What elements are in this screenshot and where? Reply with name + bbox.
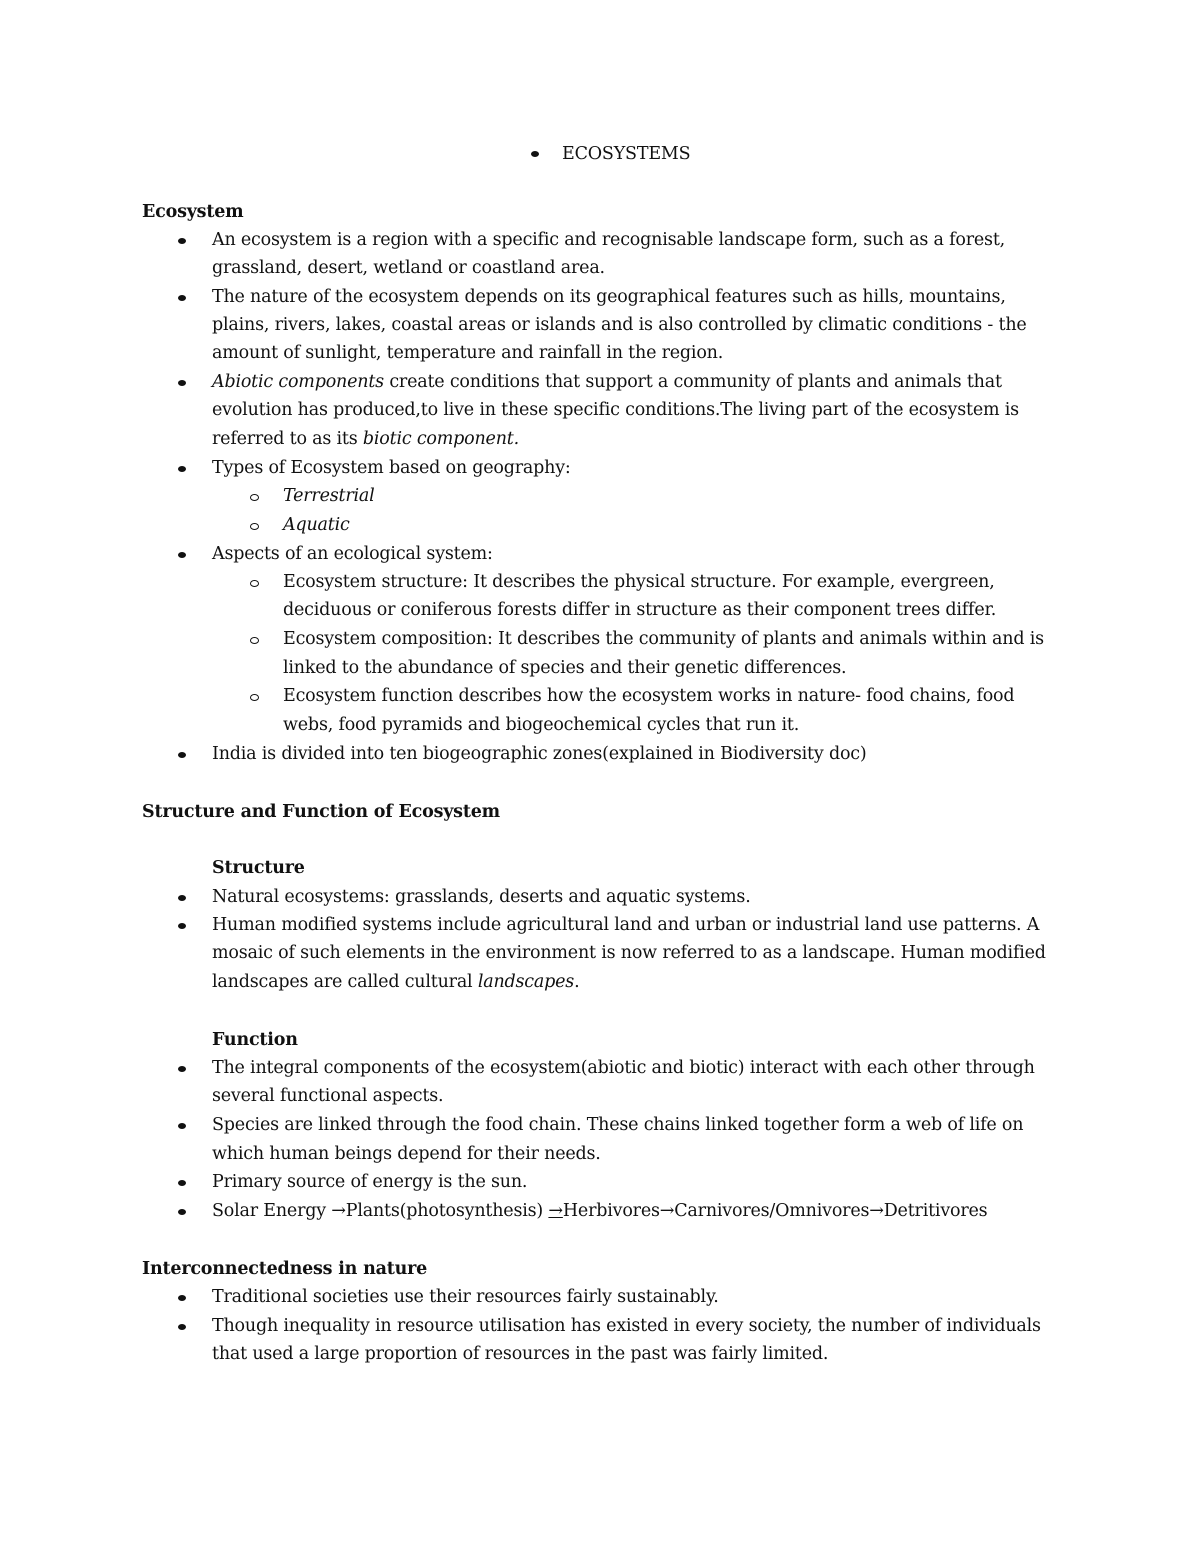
sub-item: Ecosystem composition: It describes the community of plants and animals within and is: [283, 629, 1044, 649]
bullet: [178, 1066, 186, 1072]
paragraph-line: The integral components of the ecosystem(abiotic and biotic) interact with each other through: [212, 1058, 1035, 1078]
bullet: [178, 752, 186, 758]
sub-item: Aquatic: [283, 515, 350, 535]
subheading-structure: Structure: [212, 858, 305, 878]
title-bullet: [531, 151, 539, 157]
paragraph-line: grassland, desert, wetland or coastland area.: [212, 258, 605, 278]
bullet: [178, 1180, 186, 1186]
sub-item: Ecosystem structure: It describes the physical structure. For example, evergreen,: [283, 572, 995, 592]
paragraph-line: that used a large proportion of resources in the past was fairly limited.: [212, 1344, 829, 1364]
paragraph-line: An ecosystem is a region with a specific and recognisable landscape form, such as a forest,: [212, 230, 1006, 250]
text-run: create conditions that support a community of plants and animals that: [383, 372, 1002, 392]
sub-item: Terrestrial: [283, 486, 375, 506]
biotic-term: biotic component.: [362, 429, 519, 449]
paragraph-line: Types of Ecosystem based on geography:: [212, 458, 571, 478]
paragraph-line: The nature of the ecosystem depends on its geographical features such as hills, mountains,: [212, 287, 1006, 307]
paragraph-line: Aspects of an ecological system:: [212, 544, 493, 564]
bullet: [178, 1123, 186, 1129]
sub-item: webs, food pyramids and biogeochemical cycles that run it.: [283, 715, 800, 735]
food-chain-line: [212, 1200, 987, 1222]
paragraph-line: evolution has produced,to live in these specific conditions.The living part of the ecosystem is: [212, 400, 1019, 420]
bullet: [178, 295, 186, 301]
paragraph-line: India is divided into ten biogeographic zones(explained in Biodiversity doc): [212, 744, 867, 764]
paragraph-line: mosaic of such elements in the environment is now referred to as a landscape. Human modified: [212, 943, 1046, 963]
bullet: [178, 1295, 186, 1301]
bullet: [178, 238, 186, 244]
bullet: [178, 895, 186, 901]
sub-bullet: [250, 494, 259, 501]
text-run: .: [574, 972, 580, 992]
bullet: [178, 1324, 186, 1330]
sub-bullet: [250, 523, 259, 530]
section-heading-interconnectedness: Interconnectedness in nature: [142, 1259, 428, 1279]
sub-item: linked to the abundance of species and their genetic differences.: [283, 658, 847, 678]
subheading-function: Function: [212, 1030, 298, 1050]
paragraph-line: Species are linked through the food chain. These chains linked together form a web of life on: [212, 1115, 1024, 1135]
bullet: [178, 552, 186, 558]
arrow-icon: →: [548, 1201, 563, 1221]
paragraph-line: Human modified systems include agricultural land and urban or industrial land use patterns. A: [212, 915, 1040, 935]
bullet: [178, 923, 186, 929]
text-run: Solar Energy →Plants(photosynthesis): [212, 1201, 549, 1221]
paragraph-line: Traditional societies use their resources fairly sustainably.: [212, 1287, 719, 1307]
paragraph-line: [212, 971, 579, 993]
paragraph-line: which human beings depend for their needs.: [212, 1144, 601, 1164]
paragraph-line: Primary source of energy is the sun.: [212, 1172, 528, 1192]
section-heading-ecosystem: Ecosystem: [142, 202, 244, 222]
sub-item: deciduous or coniferous forests differ in structure as their component trees differ.: [283, 600, 997, 620]
text-run: referred to as its: [212, 429, 363, 449]
paragraph-line: amount of sunlight, temperature and rainfall in the region.: [212, 343, 724, 363]
page-title: ECOSYSTEMS: [562, 144, 691, 164]
paragraph-line: [212, 371, 1002, 393]
bullet: [178, 380, 186, 386]
paragraph-line: Though inequality in resource utilisation has existed in every society, the number of individuals: [212, 1316, 1041, 1336]
abiotic-term: Abiotic components: [212, 372, 384, 392]
bullet: [178, 466, 186, 472]
paragraph-line: [212, 428, 519, 450]
text-run: Herbivores→Carnivores/Omnivores→Detritivores: [562, 1201, 988, 1221]
landscapes-term: landscapes: [477, 972, 575, 992]
paragraph-line: Natural ecosystems: grasslands, deserts and aquatic systems.: [212, 887, 751, 907]
section-heading-structure-function: Structure and Function of Ecosystem: [142, 802, 500, 822]
text-run: landscapes are called cultural: [212, 972, 478, 992]
sub-bullet: [250, 580, 259, 587]
paragraph-line: several functional aspects.: [212, 1086, 444, 1106]
sub-bullet: [250, 694, 259, 701]
bullet: [178, 1209, 186, 1215]
sub-bullet: [250, 637, 259, 644]
sub-item: Ecosystem function describes how the ecosystem works in nature- food chains, food: [283, 686, 1015, 706]
paragraph-line: plains, rivers, lakes, coastal areas or islands and is also controlled by climatic conditions - the: [212, 315, 1027, 335]
